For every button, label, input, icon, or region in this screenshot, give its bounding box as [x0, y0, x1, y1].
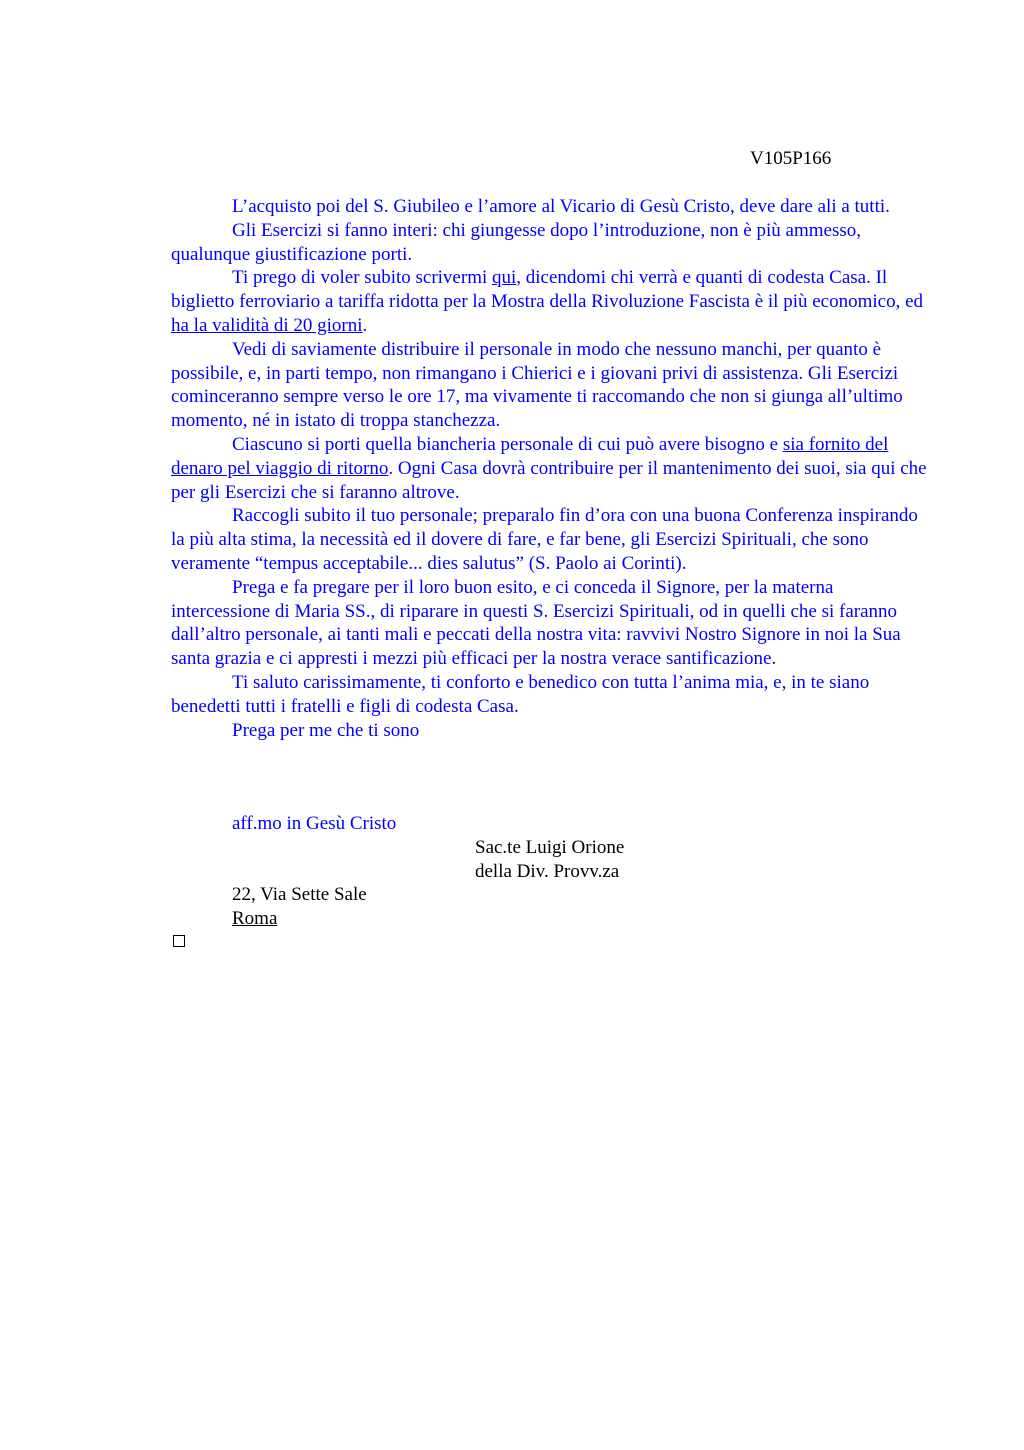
underlined-text: qui	[492, 267, 517, 289]
signature-name: Sac.te Luigi Orione	[475, 837, 625, 858]
end-marker-square-icon	[173, 935, 185, 947]
text-segment: . Ogni Casa dovrà contribuire per il mantenimento dei suoi, sia qui che per gli Esercizi che si faranno altrove.	[171, 457, 927, 503]
paragraph	[171, 576, 931, 671]
signature-title: della Div. Provv.za	[475, 861, 620, 882]
paragraph	[171, 719, 931, 743]
text-segment: L’acquisto poi del S. Giubileo e l’amore al Vicario di Gesù Cristo, deve dare ali a tutti.	[232, 196, 890, 217]
text-segment: Gli Esercizi si fanno interi: chi giungesse dopo l’introduzione, non è più ammesso, qualunque giustificazione porti.	[171, 219, 861, 265]
underlined-text: sia fornito del denaro pel viaggio di ritorno	[171, 433, 889, 479]
paragraph	[171, 671, 931, 719]
paragraph	[171, 266, 931, 337]
letter-body	[171, 195, 931, 742]
page-id: V105P166	[750, 148, 832, 169]
address-street: 22, Via Sette Sale	[232, 884, 367, 905]
paragraph	[171, 504, 931, 575]
text-segment: Ti saluto carissimamente, ti conforto e benedico con tutta l’anima mia, e, in te siano benedetti tutti i fratelli e figli di codesta Casa.	[171, 671, 870, 717]
text-segment: , dicendomi chi verrà e quanti di codesta Casa. Il biglietto ferroviario a tariffa ridotta per la Mostra della Rivoluzione Fascista è il più economico, ed	[171, 267, 924, 313]
text-segment: Prega per me che ti sono	[232, 719, 420, 741]
text-segment: Vedi di saviamente distribuire il personale in modo che nessuno manchi, per quanto è possibile, e, in parti tempo, non rimangano i Chierici e i giovani privi di assistenza. Gli Esercizi cominceranno sempre verso le ore 17, ma vivamente ti raccomando che non si giunga all’ultimo momento, né in istato di troppa stanchezza.	[171, 338, 903, 432]
paragraph	[171, 219, 931, 267]
paragraph	[171, 338, 931, 433]
text-segment: Ti prego di voler subito scrivermi	[232, 267, 492, 289]
closing-line: aff.mo in Gesù Cristo	[232, 813, 397, 834]
paragraph	[171, 433, 931, 504]
text-segment: .	[362, 314, 368, 336]
underlined-text: ha la validità di 20 giorni	[171, 314, 363, 336]
text-segment: Ciascuno si porti quella biancheria personale di cui può avere bisogno e	[232, 433, 783, 455]
text-segment: Raccogli subito il tuo personale; preparalo fin d’ora con una buona Conferenza inspirando la più alta stima, la necessità ed il dovere di fare, e far bene, gli Esercizi Spirituali, che sono veramente “tempus acceptabile... dies salutus” (S. Paolo ai Corinti).	[171, 505, 918, 574]
text-segment: Prega e fa pregare per il loro buon esito, e ci conceda il Signore, per la materna intercessione di Maria SS., di riparare in questi S. Esercizi Spirituali, od in quelli che si faranno dall’altro personale, ai tanti mali e peccati della nostra vita: ravvivi Nostro Signore in noi la Sua santa grazia e ci appresti i mezzi più efficaci per la nostra verace santificazione.	[171, 576, 901, 670]
address-city: Roma	[232, 908, 278, 929]
paragraph	[171, 195, 931, 219]
